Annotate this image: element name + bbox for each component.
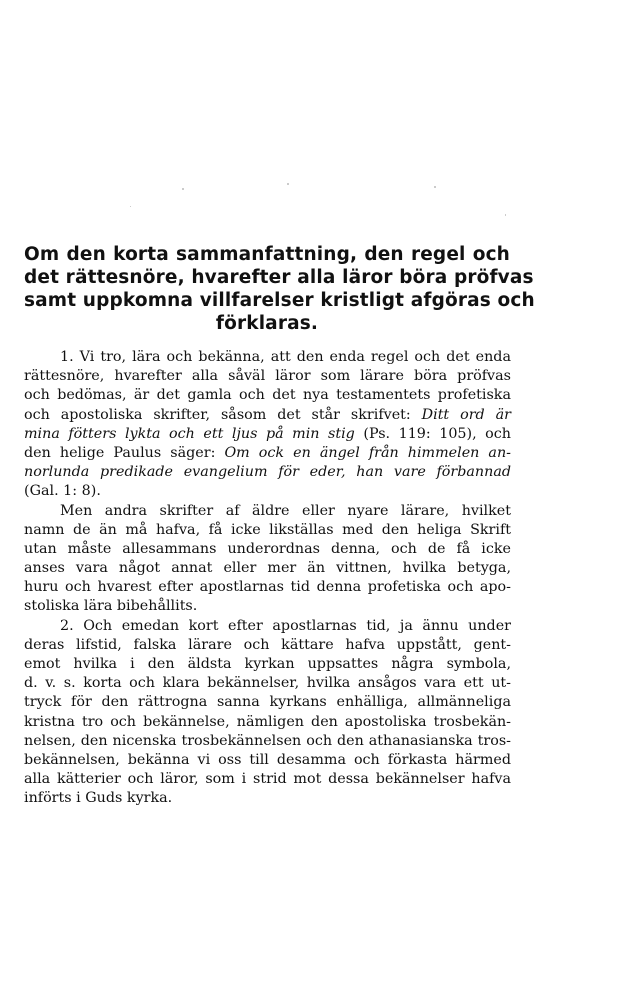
text-line: deras lifstid, falska lärare och kättare hafva uppstått, gent- <box>24 636 511 653</box>
scan-speck <box>130 206 131 207</box>
scan-speck <box>182 188 184 190</box>
text-line: namn de än må hafva, få icke likställas med den heliga Skrift <box>24 521 511 538</box>
text-line: huru och hvarest efter apostlarnas tid denna profetiska och apo- <box>24 579 511 596</box>
text-line: 1. Vi tro, lära och bekänna, att den enda regel och det enda <box>60 349 511 365</box>
text-line: tryck för den rättrogna sanna kyrkans enhälliga, allmänneliga <box>24 694 511 711</box>
text-line: införts i Guds kyrka. <box>24 790 173 807</box>
text-line: 2. Och emedan kort efter apostlarnas tid, ja ännu under <box>60 617 511 634</box>
text-line: d. v. s. korta och klara bekännelser, hvilka ansågos vara ett ut- <box>24 675 511 692</box>
text-line: emot hvilka i den äldsta kyrkan uppsattes några symbola, <box>24 656 511 672</box>
text-line: norlunda predikade evangelium för eder, han vare förbannad <box>24 464 511 481</box>
heading-line: samt uppkomna villfarelser kristligt afgöras och <box>24 290 535 311</box>
text-line: bekännelsen, bekänna vi oss till desamma och förkasta härmed <box>24 751 511 768</box>
scan-speck <box>505 214 506 216</box>
text-line: alla kätterier och läror, som i strid mot dessa bekännelser hafva <box>24 771 511 788</box>
text-line: rättesnöre, hvarefter alla såväl läror som lärare böra pröfvas <box>24 368 511 385</box>
text-line: och apostoliska skrifter, såsom det står skrifvet: Ditt ord är <box>24 406 511 423</box>
section-heading <box>24 243 535 335</box>
text-line: och bedömas, är det gamla och det nya testamentets profetiska <box>24 387 511 404</box>
heading-line: det rättesnöre, hvarefter alla läror böra pröfvas <box>24 267 534 288</box>
body-text <box>24 348 511 809</box>
text-line: Men andra skrifter af äldre eller nyare lärare, hvilket <box>60 502 511 519</box>
text-line: den helige Paulus säger: Om ock en ängel från himmelen an- <box>24 444 511 461</box>
text-line: kristna tro och bekännelse, nämligen den apostoliska trosbekän- <box>24 713 511 730</box>
text-line: stoliska lära bibehållits. <box>24 598 198 615</box>
text-line: anses vara något annat eller mer än vittnen, hvilka betyga, <box>24 560 511 577</box>
scan-speck <box>287 183 289 185</box>
heading-line: Om den korta sammanfattning, den regel och <box>24 244 510 265</box>
text-line: nelsen, den nicenska trosbekännelsen och den athanasianska tros- <box>24 732 511 749</box>
text-line: utan måste allesammans underordnas denna, och de få icke <box>24 540 511 557</box>
text-line: mina fötters lykta och ett ljus på min stig (Ps. 119: 105), och <box>24 425 511 442</box>
heading-line: förklaras. <box>215 313 319 334</box>
text-line: (Gal. 1: 8). <box>24 483 101 500</box>
scan-speck <box>434 186 436 188</box>
